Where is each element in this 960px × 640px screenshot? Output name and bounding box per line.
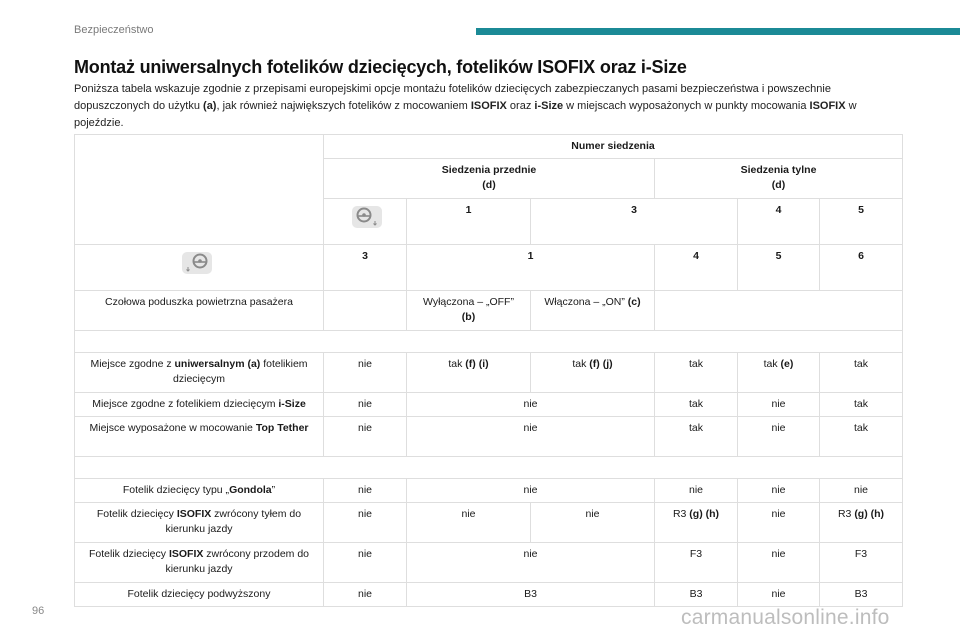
universal-seat-3: tak (f) (j) (531, 353, 655, 393)
universal-seat-4: tak (655, 353, 738, 393)
table-row (75, 543, 903, 583)
lhd-seat-4: 4 (738, 199, 820, 245)
table-row (75, 503, 903, 543)
universal-seat-5: tak (e) (738, 353, 820, 393)
table-row (75, 479, 903, 503)
table-row (75, 583, 903, 607)
isofix-rear-seat-1: nie (324, 503, 407, 543)
isize-seat-4: tak (655, 393, 738, 417)
booster-seat-4: B3 (655, 583, 738, 607)
top-tether-label: Miejsce wyposażone w mocowanie Top Tether (75, 417, 324, 457)
accent-bar (476, 28, 960, 35)
table-row (75, 353, 903, 393)
booster-seat-23: B3 (407, 583, 655, 607)
isofix-rear-seat-4: R3 (g) (h) (655, 503, 738, 543)
top-tether-seat-1: nie (324, 417, 407, 457)
top-tether-seat-4: tak (655, 417, 738, 457)
rhd-icon-cell (75, 245, 324, 291)
universal-seat-2: tak (f) (i) (407, 353, 531, 393)
gondola-seat-1: nie (324, 479, 407, 503)
table-corner-cell (75, 135, 324, 245)
isofix-front-seat-5: nie (738, 543, 820, 583)
rhd-seat-1: 1 (407, 245, 655, 291)
airbag-label: Czołowa poduszka powietrzna pasażera (75, 291, 324, 331)
isofix-rear-seat-2: nie (407, 503, 531, 543)
top-tether-seat-5: nie (738, 417, 820, 457)
table-row (75, 245, 903, 291)
lhd-seat-1: 1 (407, 199, 531, 245)
isofix-front-seat-6: F3 (820, 543, 903, 583)
isofix-rear-seat-5: nie (738, 503, 820, 543)
booster-seat-6: B3 (820, 583, 903, 607)
table-row (75, 135, 903, 159)
front-seats-header: Siedzenia przednie (d) (324, 159, 655, 199)
gondola-label: Fotelik dziecięcy typu „Gondola” (75, 479, 324, 503)
rhd-seat-4: 4 (655, 245, 738, 291)
table-spacer-row (75, 331, 903, 353)
universal-seat-6: tak (820, 353, 903, 393)
lhd-seat-5: 5 (820, 199, 903, 245)
isize-seat-5: nie (738, 393, 820, 417)
gondola-seat-23: nie (407, 479, 655, 503)
isize-seat-23: nie (407, 393, 655, 417)
booster-label: Fotelik dziecięcy podwyższony (75, 583, 324, 607)
isize-seat-6: tak (820, 393, 903, 417)
top-tether-seat-23: nie (407, 417, 655, 457)
page-number: 96 (32, 605, 45, 617)
rhd-seat-3: 3 (324, 245, 407, 291)
table-row (75, 417, 903, 457)
lhd-seat-3: 3 (531, 199, 738, 245)
isofix-front-seat-23: nie (407, 543, 655, 583)
isofix-rear-seat-6: R3 (g) (h) (820, 503, 903, 543)
lhd-icon-cell (324, 199, 407, 245)
isofix-front-label: Fotelik dziecięcy ISOFIX zwrócony przodem do kierunku jazdy (75, 543, 324, 583)
isize-seat-1: nie (324, 393, 407, 417)
isofix-front-seat-4: F3 (655, 543, 738, 583)
child-seat-table (74, 134, 903, 607)
watermark: carmanualsonline.info (681, 606, 890, 629)
airbag-off-cell: Wyłączona – „OFF” (b) (407, 291, 531, 331)
airbag-empty-cell (324, 291, 407, 331)
isofix-rear-label: Fotelik dziecięcy ISOFIX zwrócony tyłem do kierunku jazdy (75, 503, 324, 543)
booster-seat-1: nie (324, 583, 407, 607)
table-row (75, 393, 903, 417)
section-header: Bezpieczeństwo (74, 24, 154, 36)
seat-number-header: Numer siedzenia (324, 135, 903, 159)
rhd-seat-6: 6 (820, 245, 903, 291)
isize-label: Miejsce zgodne z fotelikiem dziecięcym i-Size (75, 393, 324, 417)
gondola-seat-4: nie (655, 479, 738, 503)
airbag-on-cell: Włączona – „ON” (c) (531, 291, 655, 331)
universal-seat-1: nie (324, 353, 407, 393)
page-title: Montaż uniwersalnych fotelików dziecięcych, fotelików ISOFIX oraz i-Size (74, 57, 687, 77)
intro-paragraph: Poniższa tabela wskazuje zgodnie z przepisami europejskimi opcje montażu fotelików dziecięcych zabezpieczanych pasami bezpieczeństwa i powszechnie dopuszczonych do użytku (a), jak również największych fotelików z mocowaniem ISOFIX oraz i-Size w miejscach wyposażonych w punkty mocowania ISOFIX w pojeździe. (74, 83, 857, 129)
universal-label: Miejsce zgodne z uniwersalnym (a) fotelikiem dziecięcym (75, 353, 324, 393)
rhd-seat-5: 5 (738, 245, 820, 291)
steering-wheel-right-icon (178, 249, 220, 279)
airbag-rear-empty (655, 291, 903, 331)
top-tether-seat-6: tak (820, 417, 903, 457)
isofix-front-seat-1: nie (324, 543, 407, 583)
table-row (75, 291, 903, 331)
gondola-seat-6: nie (820, 479, 903, 503)
table-spacer-row (75, 457, 903, 479)
steering-wheel-left-icon (344, 203, 386, 233)
booster-seat-5: nie (738, 583, 820, 607)
rear-seats-header: Siedzenia tylne (d) (655, 159, 903, 199)
gondola-seat-5: nie (738, 479, 820, 503)
isofix-rear-seat-3: nie (531, 503, 655, 543)
